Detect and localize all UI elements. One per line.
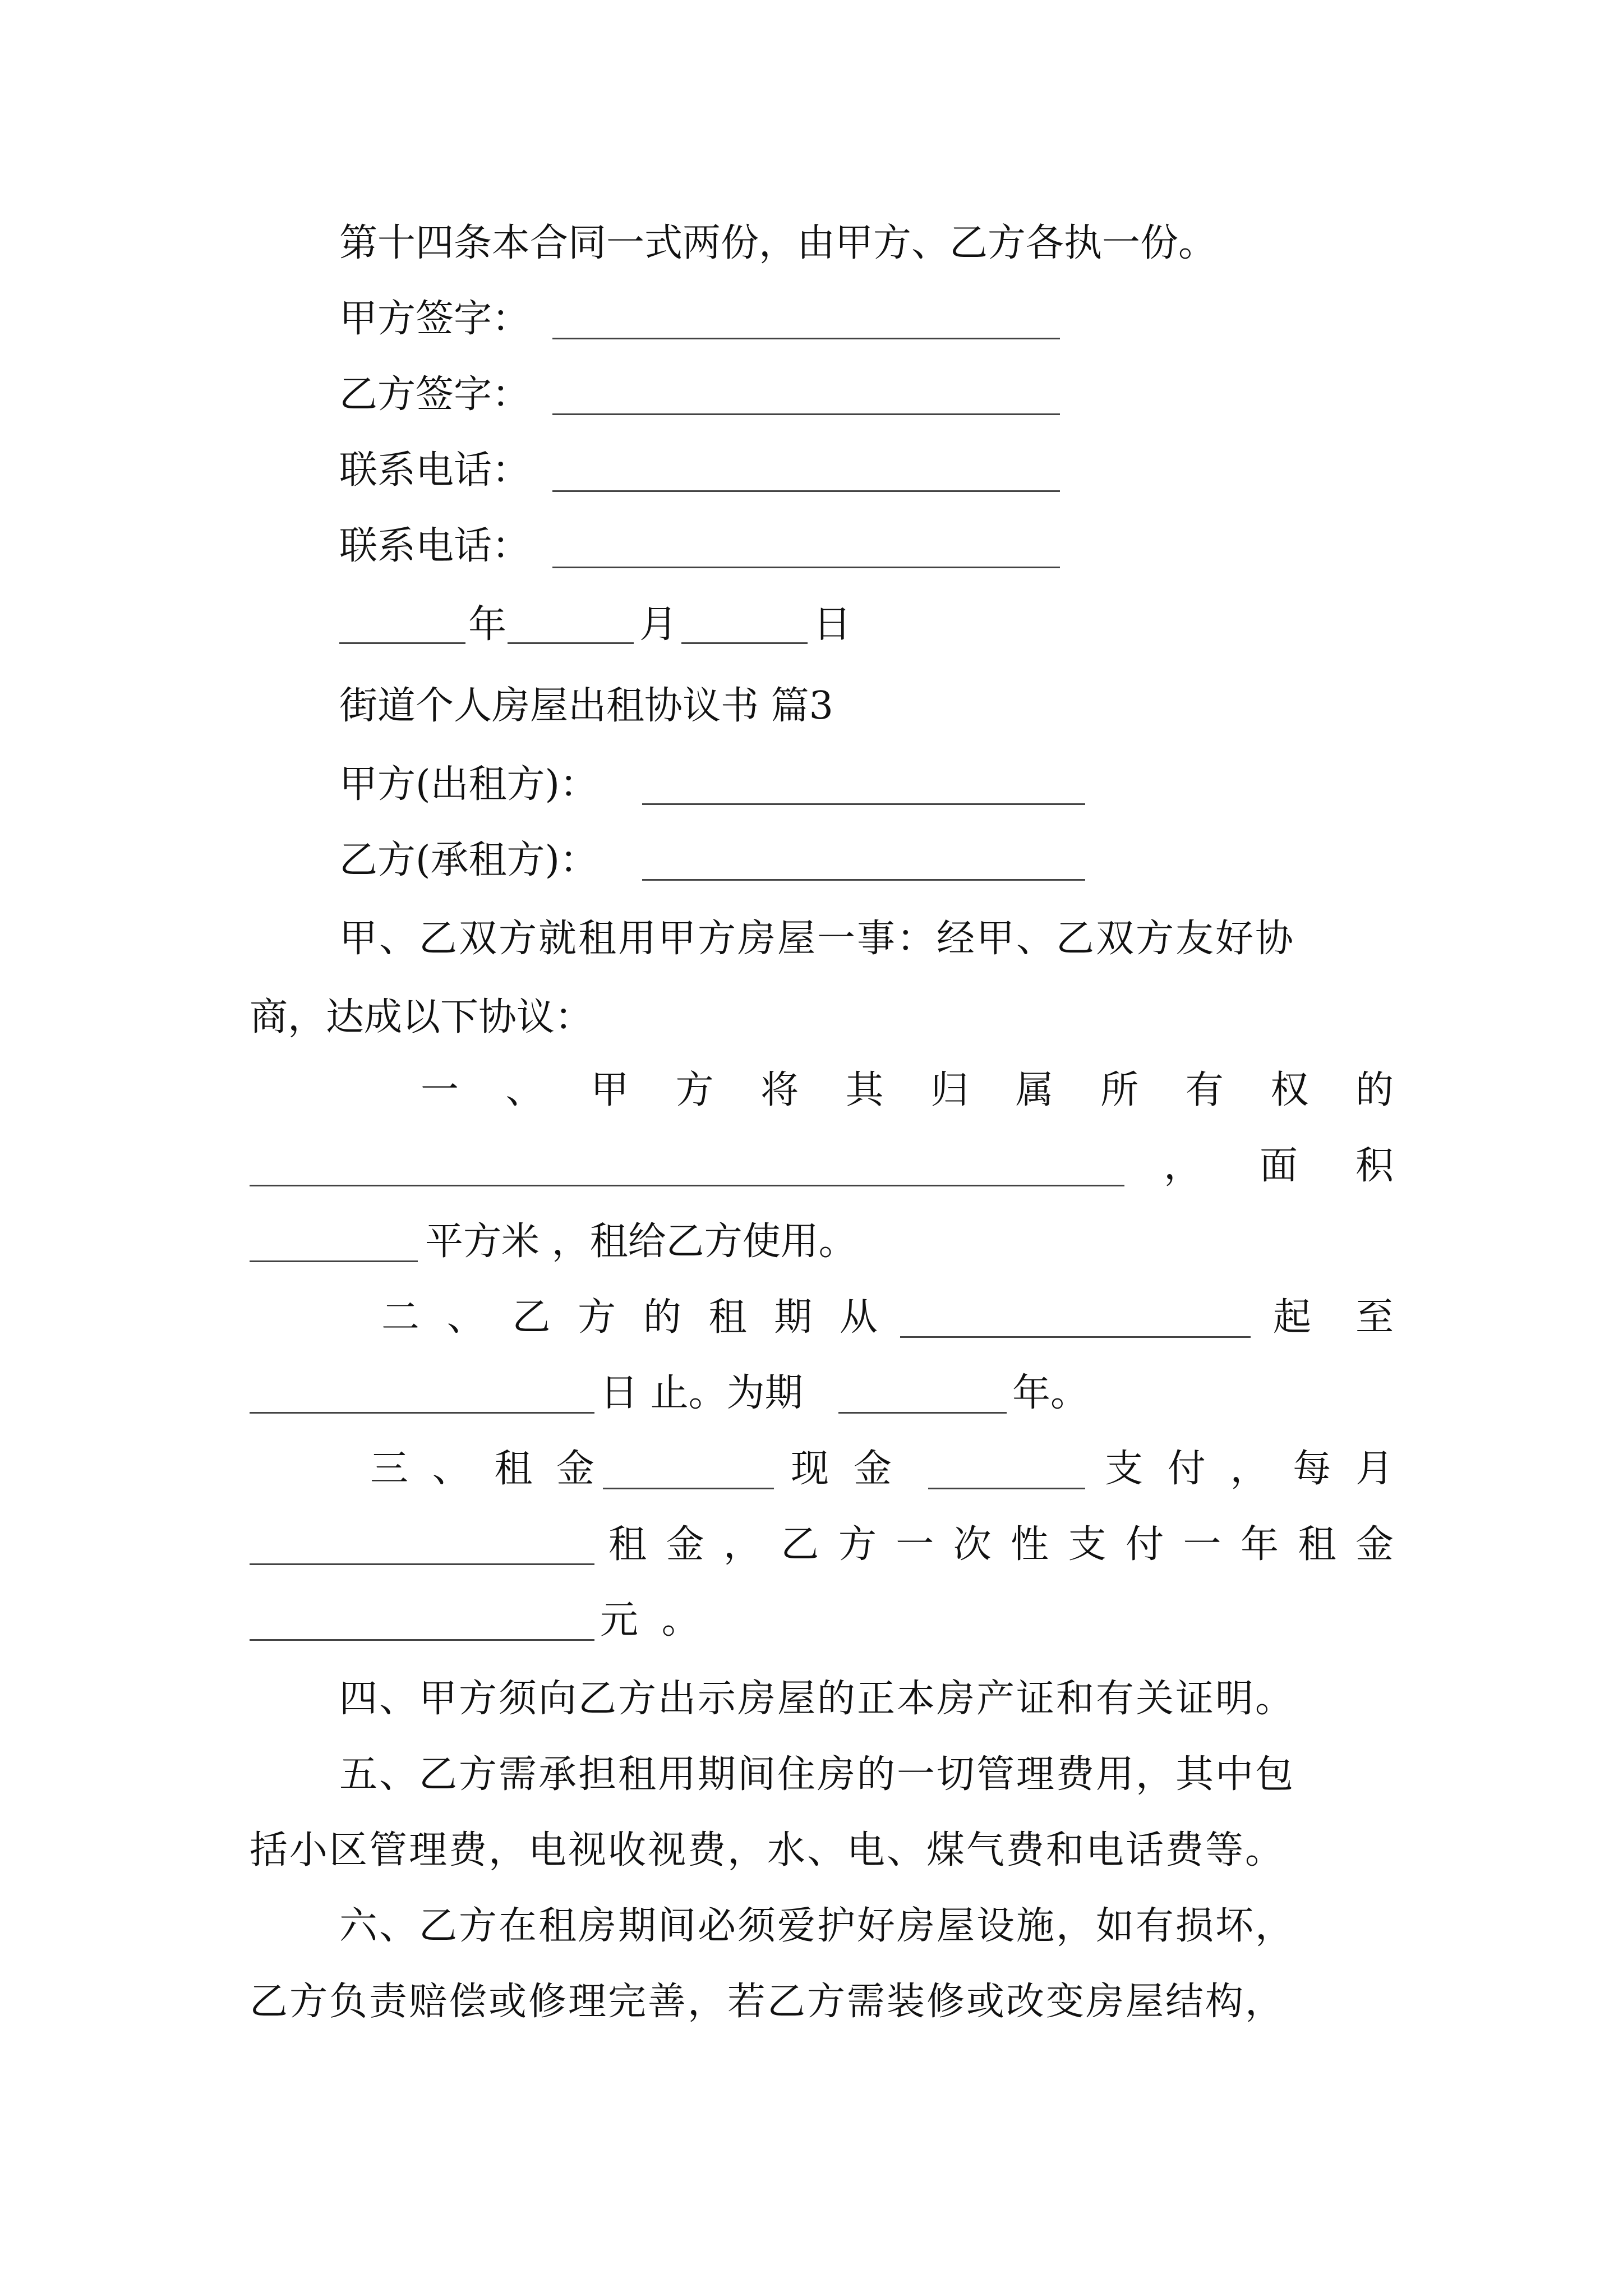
item3-char: 三	[370, 1447, 409, 1491]
item1-char: 有	[1185, 1068, 1224, 1112]
year-blank	[339, 641, 465, 644]
party-b-signature-label: 乙方签字：	[339, 372, 531, 417]
item3-yearly-blank	[250, 1638, 594, 1641]
year-label: 年	[468, 602, 507, 647]
item3-char: 付	[1126, 1522, 1164, 1567]
item1-area-blank	[250, 1259, 418, 1262]
item3-char: 现	[791, 1447, 829, 1491]
day-label: 日	[813, 602, 852, 647]
item3-char: 租	[608, 1522, 647, 1567]
item3-char: 租	[1298, 1522, 1336, 1567]
item1-char: ，	[1164, 1144, 1202, 1188]
item2-end-blank	[250, 1411, 594, 1414]
item1-line-3: 平方米 ，租给乙方使用。	[425, 1220, 857, 1264]
item1-char: 一	[421, 1068, 459, 1112]
item2-char: 乙	[512, 1295, 551, 1340]
item2-line-1-end	[1273, 1295, 1394, 1340]
item6-line-2: 乙方负责赔偿或修理完善，若乙方需装修或改变房屋结构，	[250, 1980, 1285, 2024]
item2-char: 租	[708, 1295, 747, 1340]
item1-char: 归	[930, 1068, 969, 1112]
day-blank	[681, 641, 808, 644]
item3-char: 金	[853, 1447, 892, 1491]
item3-char: 年	[1240, 1522, 1279, 1567]
lessor-blank	[642, 802, 1085, 805]
item2-char: 至	[1355, 1295, 1394, 1340]
item3-char: 租	[494, 1447, 533, 1491]
section-title: 街道个人房屋出租协议书 篇3	[339, 684, 833, 728]
item2-char: 、	[446, 1295, 485, 1340]
item3-char: 金	[1355, 1522, 1394, 1567]
item2-char: 方	[578, 1295, 616, 1340]
party-a-signature-label: 甲方签字：	[339, 297, 531, 341]
item2-char: 期	[774, 1295, 813, 1340]
party-a-phone-blank	[552, 489, 1060, 492]
item3-line-1-end	[1105, 1447, 1394, 1491]
party-a-signature-blank	[552, 337, 1060, 339]
item3-char: 每	[1293, 1447, 1331, 1491]
item2-years-blank	[838, 1411, 1007, 1414]
item3-char: 支	[1068, 1522, 1106, 1567]
month-blank	[508, 641, 634, 644]
item3-cash-blank	[928, 1487, 1085, 1489]
item3-rent-blank	[603, 1487, 774, 1489]
item1-property-blank	[250, 1184, 1124, 1186]
intro-line-1: 甲、乙双方就租用甲方房屋一事：经甲、乙双方友好协	[339, 917, 1295, 961]
item3-char: 次	[953, 1522, 992, 1567]
item2-char: 起	[1273, 1295, 1312, 1340]
item1-char: 方	[675, 1068, 714, 1112]
item3-char: 支	[1105, 1447, 1144, 1491]
month-label: 月	[639, 602, 678, 647]
item6-line-1: 六、乙方在租房期间必须爱护好房屋设施，如有损坏，	[339, 1904, 1295, 1948]
item3-char: ，	[723, 1522, 762, 1567]
item3-char: 金	[556, 1447, 594, 1491]
item2-line-1	[381, 1295, 878, 1340]
item3-char: 金	[666, 1522, 704, 1567]
item3-char: 方	[838, 1522, 877, 1567]
item1-char: 将	[760, 1068, 799, 1112]
item2-char: 的	[643, 1295, 681, 1340]
item3-char: 、	[432, 1447, 471, 1491]
item1-char: 甲	[591, 1068, 629, 1112]
party-a-phone-label: 联系电话：	[339, 448, 531, 493]
item2-line-2-b: 年。	[1012, 1371, 1089, 1415]
item1-char: 其	[845, 1068, 884, 1112]
clause-14-text: 第十四条本合同一式两份，由甲方、乙方各执一份。	[339, 221, 1217, 265]
item1-char: 、	[505, 1068, 544, 1112]
item1-char: 所	[1100, 1068, 1139, 1112]
item3-char: 一	[1183, 1522, 1221, 1567]
party-b-phone-label: 联系电话：	[339, 524, 531, 568]
item3-char: 性	[1011, 1522, 1049, 1567]
item3-line-1-mid	[791, 1447, 892, 1491]
item1-line-2	[1164, 1144, 1394, 1188]
party-b-signature-blank	[552, 412, 1060, 415]
item2-char: 二	[381, 1295, 420, 1340]
item2-char: 从	[839, 1295, 878, 1340]
item3-char: 月	[1355, 1447, 1394, 1491]
item2-line-2-a: 日 止。为期	[600, 1371, 803, 1415]
item4-text: 四、甲方须向乙方出示房屋的正本房产证和有关证明。	[339, 1677, 1295, 1721]
party-b-phone-blank	[552, 565, 1060, 568]
item1-char: 的	[1355, 1068, 1394, 1112]
item1-char: 积	[1355, 1144, 1394, 1188]
item3-line-1-start	[370, 1447, 594, 1491]
item3-char: 付	[1167, 1447, 1206, 1491]
item1-char: 权	[1270, 1068, 1309, 1112]
item5-line-1: 五、乙方需承担租用期间住房的一切管理费用，其中包	[339, 1752, 1295, 1797]
item1-line-1	[421, 1068, 1394, 1112]
item2-start-blank	[900, 1335, 1251, 1338]
lessee-label: 乙方(承租方)：	[339, 838, 598, 882]
lessee-blank	[642, 878, 1085, 881]
item3-line-2	[608, 1522, 1394, 1567]
item1-char: 属	[1015, 1068, 1054, 1112]
item3-char: 乙	[781, 1522, 819, 1567]
item3-line-3: 元 。	[600, 1598, 700, 1642]
intro-line-2: 商，达成以下协议：	[250, 995, 593, 1039]
item3-char: ，	[1230, 1447, 1269, 1491]
item1-char: 面	[1259, 1144, 1298, 1188]
item3-char: 一	[896, 1522, 934, 1567]
lessor-label: 甲方(出租方)：	[339, 762, 598, 807]
item3-monthly-blank	[250, 1562, 594, 1565]
item5-line-2: 括小区管理费，电视收视费，水、电、煤气费和电话费等。	[250, 1828, 1285, 1872]
